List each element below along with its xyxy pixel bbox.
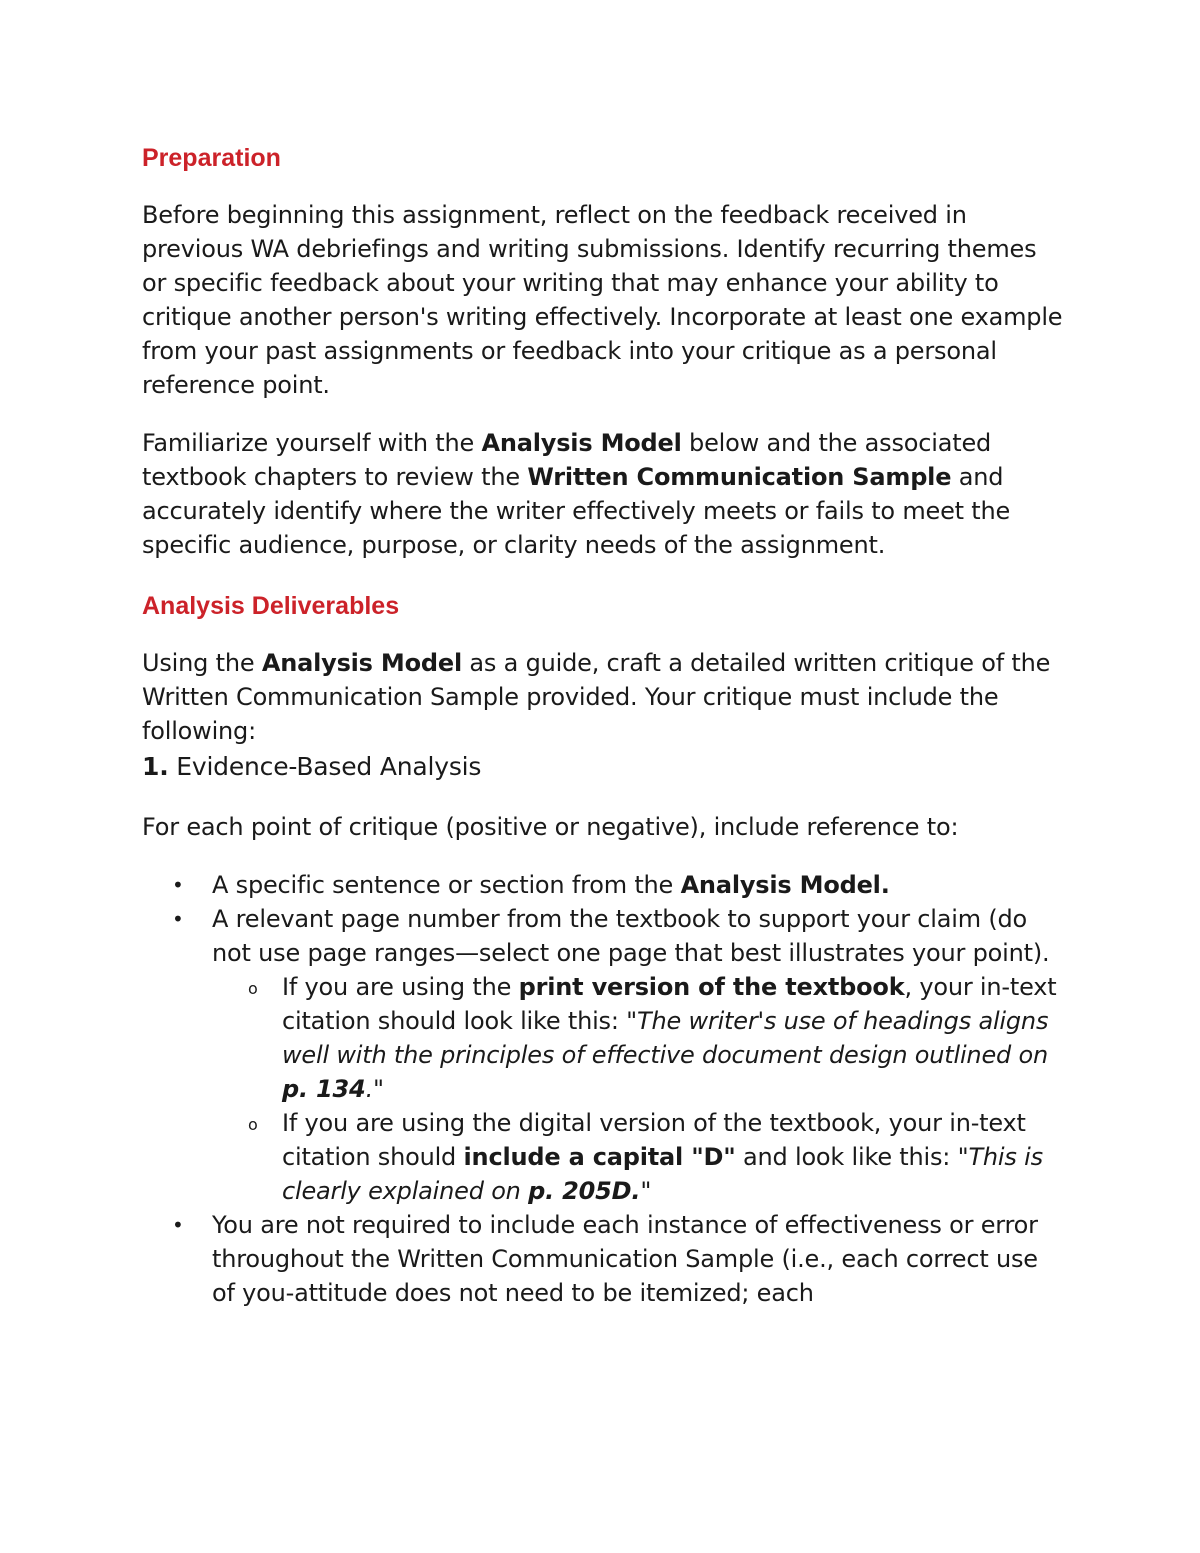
circle-bullet-icon: o bbox=[248, 1115, 258, 1134]
written-communication-sample-bold: Written Communication Sample bbox=[527, 463, 952, 491]
critique-bullet-list bbox=[142, 868, 1067, 1310]
document-page bbox=[142, 138, 1067, 1310]
analysis-deliverables-heading: Analysis Deliverables bbox=[142, 592, 400, 620]
sub-list-item: o If you are using the digital version of the textbook, your in-text citation should include a capital "D" and look like this: "This is clearly explained on p. 205D." bbox=[248, 1109, 1043, 1205]
analysis-model-bold: Analysis Model bbox=[481, 429, 682, 457]
bullet-icon: • bbox=[172, 907, 184, 931]
bullet-icon: • bbox=[172, 1213, 184, 1237]
analysis-model-bold: Analysis Model bbox=[261, 649, 462, 677]
sub-list-item: o If you are using the print version of the textbook, your in-text citation should look like this: "The writer's use of headings aligns well with the principles of effective document design outlined on p. 134." bbox=[248, 973, 1057, 1103]
list-item: • A relevant page number from the textbook to support your claim (do not use page ranges—select one page that best illustrates your point). o If you are using the print version of the textbook, your in-text citation should look like this: "The writer's use of headings aligns well with the principles of effective document design outlined on p. 134." o If you are using the digital version of the textbook, your in-text citation should include a capital "D" and look like this: "This is clearly explained on p. 205D." bbox=[142, 902, 1067, 1208]
deliverables-intro: Using the Analysis Model as a guide, craft a detailed written critique of the Written Communication Sample provided. Your critique must include the following: bbox=[142, 649, 1051, 745]
preparation-paragraph-2: Familiarize yourself with the Analysis Model below and the associated textbook chapters to review the Written Communication Sample and accurately identify where the writer effectively meets or fails to meet the specific audience, purpose, or clarity needs of the assignment. bbox=[142, 429, 1011, 559]
bullet-icon: • bbox=[172, 873, 184, 897]
citation-sub-list bbox=[212, 970, 1067, 1208]
critique-lead-text: For each point of critique (positive or negative), include reference to: bbox=[142, 813, 959, 841]
preparation-paragraph-1: Before beginning this assignment, reflect on the feedback received in previous WA debriefings and writing submissions. Identify recurring themes or specific feedback about your writing that may enhance your ability to critique another person's writing effectively. Incorporate at least one example from your past assignments or feedback into your critique as a personal reference point. bbox=[142, 201, 1063, 399]
circle-bullet-icon: o bbox=[248, 979, 258, 998]
list-item: • You are not required to include each instance of effectiveness or error throughout the Written Communication Sample (i.e., each correct use of you-attitude does not need to be itemized; each bbox=[142, 1208, 1067, 1310]
evidence-based-analysis-subheading: 1. Evidence-Based Analysis bbox=[142, 752, 482, 781]
preparation-heading: Preparation bbox=[142, 144, 281, 172]
list-item: • A specific sentence or section from the Analysis Model. bbox=[142, 868, 1067, 902]
